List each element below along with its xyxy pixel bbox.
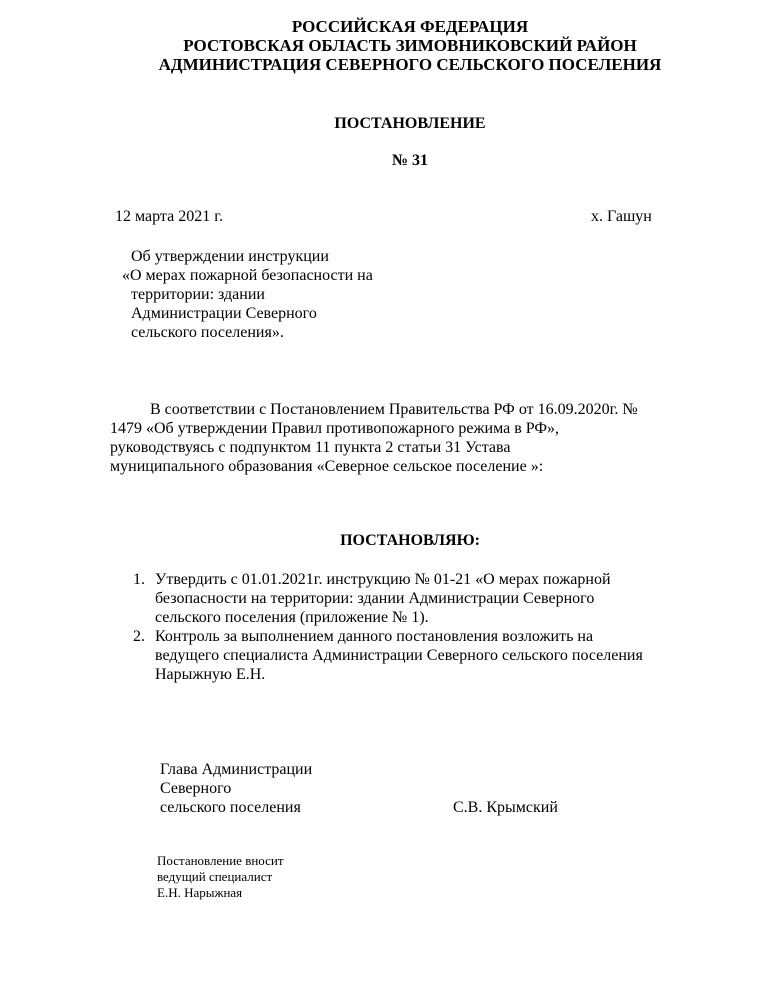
subject-line: сельского поселения». (131, 324, 284, 341)
subject-line: Об утверждении инструкции (131, 248, 329, 265)
decree-heading: ПОСТАНОВЛЯЮ: (340, 532, 480, 549)
item-number: 1. (133, 571, 145, 588)
item-line: безопасности на территории: здании Администрации Северного (155, 590, 595, 607)
preamble-line: В соответствии с Постановлением Правительства РФ от 16.09.2020г. № (150, 401, 638, 418)
preamble-line: руководствуясь с подпунктом 11 пункта 2 статьи 31 Устава (110, 439, 511, 456)
item-line: Нарыжную Е.Н. (155, 666, 266, 683)
item-line: сельского поселения (приложение № 1). (155, 609, 429, 626)
item-line: ведущего специалиста Администрации Северного сельского поселения (155, 647, 643, 664)
footer-note-line: Постановление вносит (157, 853, 284, 868)
signature-position: Глава Администрации (160, 761, 313, 778)
header-country: РОССИЙСКАЯ ФЕДЕРАЦИЯ (291, 17, 529, 36)
header-administration: АДМИНИСТРАЦИЯ СЕВЕРНОГО СЕЛЬСКОГО ПОСЕЛЕНИЯ (158, 55, 662, 74)
signature-position: Северного (160, 780, 232, 797)
document-type: ПОСТАНОВЛЕНИЕ (334, 115, 486, 132)
footer-note-line: ведущий специалист (157, 869, 273, 884)
document-number: № 31 (391, 152, 429, 169)
signature-position: сельского поселения (160, 799, 301, 816)
item-line: Контроль за выполнением данного постановления возложить на (155, 628, 594, 645)
document-place: х. Гашун (591, 208, 652, 225)
footer-note-line: Е.Н. Нарыжная (157, 885, 243, 900)
preamble-line: муниципального образования «Северное сельское поселение »: (110, 458, 544, 475)
subject-line: Администрации Северного (131, 305, 317, 322)
subject-line: территории: здании (131, 286, 265, 303)
preamble-line: 1479 «Об утверждении Правил противопожарного режима в РФ», (110, 420, 560, 437)
subject-line: «О мерах пожарной безопасности на (122, 267, 373, 284)
item-number: 2. (133, 628, 145, 645)
item-line: Утвердить с 01.01.2021г. инструкцию № 01-21 «О мерах пожарной (155, 571, 611, 588)
header-region: РОСТОВСКАЯ ОБЛАСТЬ ЗИМОВНИКОВСКИЙ РАЙОН (183, 36, 637, 55)
signature-name: С.В. Крымский (453, 799, 558, 816)
document-date: 12 марта 2021 г. (115, 208, 223, 225)
